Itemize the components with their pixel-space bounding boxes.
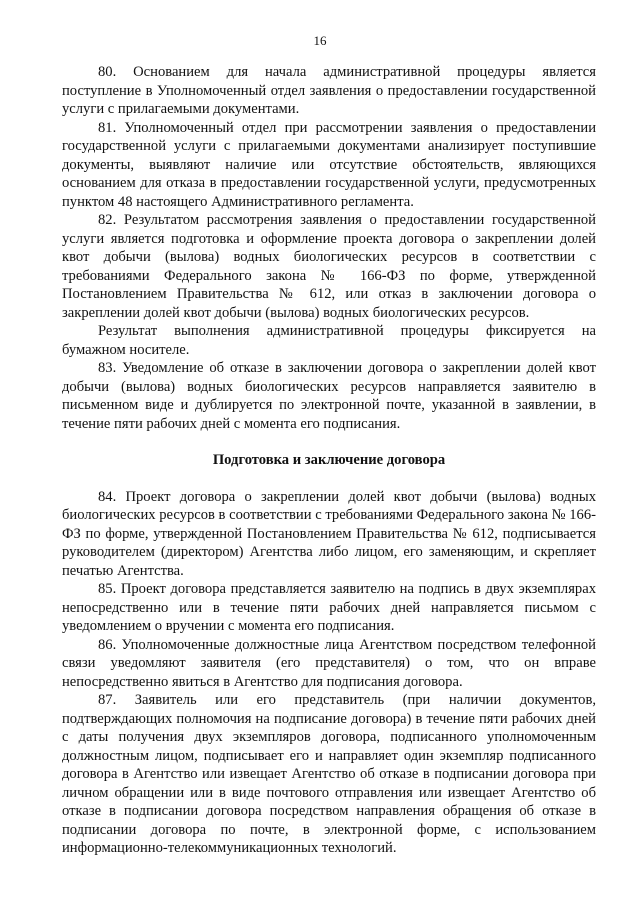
- paragraph-87: 87. Заявитель или его представитель (при наличии документов, подтверждающих полномочия на подписание договора) в течение пяти рабочих дней с даты получения двух экземпляров договора, подписанного уполномоченным должностным лицом, подписывает его и направляет один экземпляр подписанного договора в Агентство или извещает Агентство об отказе в подписании договора при личном обращении или в виде почтового отправления или извещает Агентство об отказе в подписании договора посредством направления обращения об отказе в подписании договора по почте, в электронной форме, с использованием информационно-телекоммуникационных технологий.: [62, 692, 596, 856]
- paragraph-81: 81. Уполномоченный отдел при рассмотрении заявления о предоставлении государственной услуги с прилагаемыми документами анализирует поступившие документы, выявляют наличие или отсутствие обстоятельств, являющихся основанием для отказа в предоставлении государственной услуги, предусмотренных пунктом 48 настоящего Административного регламента.: [62, 119, 596, 210]
- paragraph-86: 86. Уполномоченные должностные лица Агентством посредством телефонной связи уведомляют заявителя (его представителя) о том, что он вправе непосредственно явиться в Агентство для подписания договора.: [62, 636, 596, 690]
- paragraph-82-result: Результат выполнения административной процедуры фиксируется на бумажном носителе.: [62, 323, 596, 358]
- page-number: 16: [313, 33, 327, 48]
- section-heading: Подготовка и заключение договора: [212, 452, 446, 468]
- document-body: [62, 63, 596, 858]
- paragraph-83: 83. Уведомление об отказе в заключении договора о закреплении долей квот добычи (вылова) водных биологических ресурсов направляется заявителю в письменном виде и дублируется по электронной почте, указанной в заявлении, в течение пяти рабочих дней с момента его подписания.: [62, 360, 596, 432]
- paragraph-82: 82. Результатом рассмотрения заявления о предоставлении государственной услуги является подготовка и оформление проекта договора о закреплении долей квот добычи (вылова) водных биологических ресурсов в соответствии с требованиями Федерального закона № 166-ФЗ по форме, утвержденной Постановлением Правительства № 612, или отказ в заключении договора о закреплении долей квот добычи (вылова) водных биологических ресурсов.: [62, 212, 596, 321]
- paragraph-85: 85. Проект договора представляется заявителю на подпись в двух экземплярах непосредственно или в течение пяти рабочих дней направляется письмом с уведомлением о вручении с момента его подписания.: [62, 581, 596, 634]
- paragraph-80: 80. Основанием для начала административной процедуры является поступление в Уполномоченный отдел заявления о предоставлении государственной услуги с прилагаемыми документами.: [62, 64, 596, 117]
- paragraph-84: 84. Проект договора о закреплении долей квот добычи (вылова) водных биологических ресурсов в соответствии с требованиями Федерального закона № 166-ФЗ по форме, утвержденной Постановлением Правительства № 612, подписывается руководителем (директором) Агентства либо лицом, его заменяющим, и скрепляет печатью Агентства.: [62, 488, 596, 579]
